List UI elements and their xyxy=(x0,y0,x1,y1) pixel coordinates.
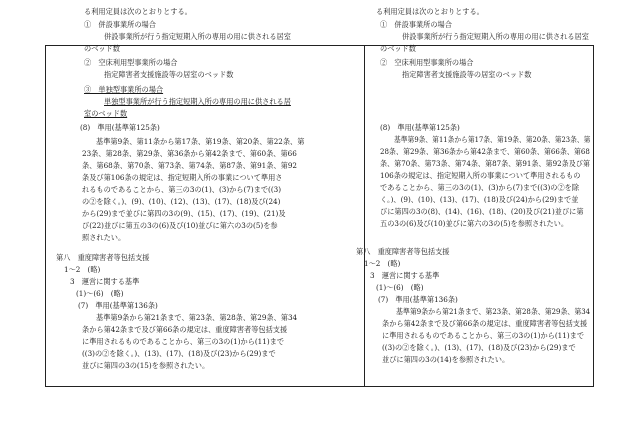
right-column-line: ② 空床利用型事業所の場合 xyxy=(380,58,474,67)
left-column-line: る利用定員は次のとおりとする。 xyxy=(84,7,192,16)
left-column-line: 照されたい。 xyxy=(82,233,126,242)
right-column-line: のベッド数 xyxy=(380,44,416,53)
right-column-line: 並びに第四の3の(14)を参照されたい。 xyxy=(382,355,510,364)
left-column-line: 第八 重度障害者等包括支援 xyxy=(56,253,150,262)
right-column-line: (7) 準用(基準第136条) xyxy=(378,295,458,304)
left-column-line: ((3)の②を除く。)、(13)、(17)、(18)及び(23)から(29)まで xyxy=(82,349,276,358)
right-column-line: 条、第70条、第73条、第74条、第87条、第91条、第92条及び第 xyxy=(380,159,591,168)
left-column-line: 基準第9条から第21条まで、第23条、第28条、第29条、第34 xyxy=(96,313,298,322)
right-column-line: 基準第9条、第11条から第17条、第19条、第20条、第23条、第 xyxy=(394,135,591,144)
left-column-line: ② 空床利用型事業所の場合 xyxy=(84,58,178,67)
left-column-line: 1～2 (略) xyxy=(64,265,101,274)
right-column-line: 1～2 (略) xyxy=(364,259,401,268)
right-column-line: 3 運営に関する基準 xyxy=(370,271,440,280)
right-column-line: びに第四の3の(8)、(14)、(16)、(18)、(20)及び(21)並びに第 xyxy=(380,207,584,216)
left-column-line: 基準第9条、第11条から第17条、第19条、第20条、第22条、第 xyxy=(96,137,305,146)
right-column-line: 第八 重度障害者等包括支援 xyxy=(356,247,450,256)
left-column-line: 23条、第28条、第29条、第36条から第42条まで、第60条、第66 xyxy=(82,149,297,158)
right-column-line: 106条の規定は、指定短期入所の事業について準用されるもの xyxy=(380,171,581,180)
left-column-line: ③ 単独型事業所の場合 xyxy=(84,85,164,94)
left-column-line: 並びに第四の3の(15)を参照されたい。 xyxy=(82,361,210,370)
right-column-line: る利用定員は次のとおりとする。 xyxy=(376,7,484,16)
right-column-line: 指定障害者支援施設等の居室のベッド数 xyxy=(402,70,532,79)
left-column-line: 3 運営に関する基準 xyxy=(70,277,140,286)
left-column-line: の②を除く。)、(9)、(10)、(12)、(13)、(17)、(18)及び(24) xyxy=(82,197,281,206)
left-column-line: から(29)まで並びに第四の3の(9)、(15)、(17)、(19)、(21)及 xyxy=(82,209,286,218)
left-column-line: (1)～(6) (略) xyxy=(76,289,124,298)
right-column-line: ((3)の②を除く。)、(13)、(17)、(18)及び(23)から(29)まで xyxy=(382,343,576,352)
right-column-line: く。)、(9)、(10)、(13)、(17)、(18)及び(24)から(29)まで並 xyxy=(380,195,579,204)
left-column-line: び(22)並びに第五の3の(6)及び(10)並びに第六の3の(5)を参 xyxy=(82,221,278,230)
left-column-line: ① 併設事業所の場合 xyxy=(84,20,156,29)
left-column-line: のベッド数 xyxy=(84,44,120,53)
left-column-line: 室のベッド数 xyxy=(84,109,128,118)
right-column-line: (1)～(6) (略) xyxy=(376,283,424,292)
left-column-line: 単独型事業所が行う指定短期入所の専用の用に供される居 xyxy=(104,97,291,106)
right-column-line: に準用されるものであることから、第三の3の(1)から(11)まで xyxy=(382,331,585,340)
comparison-table xyxy=(45,7,594,387)
right-column-line: (8) 準用(基準第125条) xyxy=(380,123,460,132)
left-column-line: 条から第42条まで及び第66条の規定は、重度障害者等包括支援 xyxy=(82,325,288,334)
right-column-line: 併設事業所が行う指定短期入所の専用の用に供される居室 xyxy=(402,32,589,41)
right-column-line: 条から第42条まで及び第66条の規定は、重度障害者等包括支援 xyxy=(382,319,588,328)
left-column-line: (7) 準用(基準第136条) xyxy=(78,301,158,310)
right-column-line: であることから、第三の3の(1)、(3)から(7)まで((3)の②を除 xyxy=(380,183,580,192)
column-divider xyxy=(364,46,365,386)
left-column-line: 条、第68条、第70条、第73条、第74条、第87条、第91条、第92 xyxy=(82,161,297,170)
left-column-line: 条及び第106条の規定は、指定短期入所の事業について準用さ xyxy=(82,173,283,182)
left-column-line: 指定障害者支援施設等の居室のベッド数 xyxy=(104,70,234,79)
right-column-line: 28条、第29条、第36条から第42条まで、第60条、第66条、第68 xyxy=(380,147,590,156)
left-column-line: (8) 準用(基準第125条) xyxy=(80,123,160,132)
right-column-line: 五の3の(6)及び(10)並びに第六の3の(5)を参照されたい。 xyxy=(380,219,569,228)
left-column-line: に準用されるものであることから、第三の3の(1)から(11)まで xyxy=(82,337,285,346)
left-column-line: れるものであることから、第三の3の(1)、(3)から(7)まで((3) xyxy=(82,185,282,194)
left-column-line: 併設事業所が行う指定短期入所の専用の用に供される居室 xyxy=(104,32,291,41)
right-column-line: 基準第9条から第21条まで、第23条、第28条、第29条、第34 xyxy=(396,307,591,316)
right-column-line: ① 併設事業所の場合 xyxy=(380,20,452,29)
